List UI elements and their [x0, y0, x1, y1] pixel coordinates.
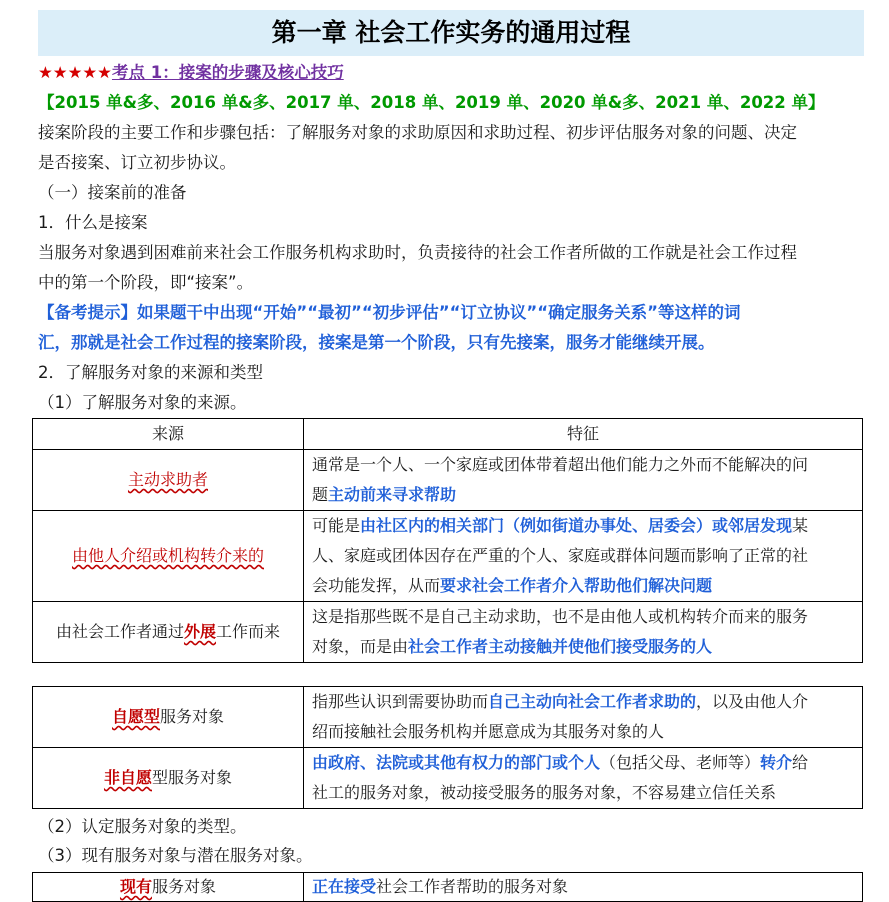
source-outreach — [33, 602, 304, 663]
sub-heading-1: （1）了解服务对象的来源。 — [38, 393, 247, 412]
definition-line-2: 中的第一个阶段，即“接案”。 — [38, 273, 254, 292]
feature-referral-line-1 — [312, 511, 854, 541]
desc-involuntary-line-2: 社工的服务对象，被动接受服务的服务对象，不容易建立信任关系 — [312, 783, 777, 802]
desc-current-suffix: 社会工作者帮助的服务对象 — [376, 877, 569, 896]
kaodian-label: 考点 1：接案的步骤及核心技巧 — [111, 63, 344, 82]
feature-self — [304, 450, 863, 511]
desc-voluntary-bold: 自己主动向社会工作者求助的 — [488, 692, 697, 711]
desc-current — [304, 873, 863, 902]
table-row — [33, 873, 863, 902]
sub-heading-3: （3）现有服务对象与潜在服务对象。 — [38, 846, 313, 865]
feature-referral-line-3 — [312, 571, 854, 601]
feature-referral-bold-2: 要求社会工作者介入帮助他们解决问题 — [440, 576, 713, 595]
type-involuntary — [33, 748, 304, 809]
type-current-bold: 现有 — [119, 877, 152, 896]
table-row — [33, 511, 863, 602]
source-referral — [33, 511, 304, 602]
desc-involuntary-suffix: 给 — [792, 753, 809, 772]
desc-current-bold: 正在接受 — [312, 877, 377, 896]
source-table — [32, 418, 863, 663]
tip-line-2: 汇，那就是社会工作过程的接案阶段，接案是第一个阶段，只有先接案，服务才能继续开展。 — [38, 333, 715, 352]
intro-line-1: 接案阶段的主要工作和步骤包括：了解服务对象的求助原因和求助过程、初步评估服务对象的问题、决定 — [38, 123, 797, 142]
feature-self-line-1: 通常是一个人、一个家庭或团体带着超出他们能力之外而不能解决的问 — [312, 455, 809, 474]
type-voluntary-suffix: 服务对象 — [160, 707, 225, 726]
desc-voluntary — [304, 687, 863, 748]
section-heading-1: （一）接案前的准备 — [38, 183, 187, 202]
definition-line-1: 当服务对象遇到困难前来社会工作服务机构求助时，负责接待的社会工作者所做的工作就是社会工作过程 — [38, 243, 797, 262]
client-type-table — [32, 686, 863, 809]
header-feature: 特征 — [304, 419, 863, 450]
feature-outreach — [304, 602, 863, 663]
source-self-label: 主动求助者 — [127, 470, 208, 489]
feature-outreach-line-2 — [312, 632, 854, 662]
section-heading-1-1: 1．什么是接案 — [38, 213, 148, 232]
current-client-table — [32, 872, 863, 902]
feature-referral-suffix: 某 — [792, 516, 809, 535]
table-row — [33, 602, 863, 663]
desc-voluntary-suffix: ，以及由他人介 — [696, 692, 809, 711]
type-voluntary-bold: 自愿型 — [111, 707, 160, 726]
desc-involuntary-bold: 由政府、法院或其他有权力的部门或个人 — [312, 753, 601, 772]
desc-voluntary-prefix: 指那些认识到需要协助而 — [312, 692, 489, 711]
feature-referral — [304, 511, 863, 602]
type-involuntary-suffix: 型服务对象 — [152, 768, 233, 787]
feature-outreach-prefix: 对象，而是由 — [312, 637, 409, 656]
exam-years: 【2015 单&多、2016 单&多、2017 单、2018 单、2019 单、2020 单&多、2021 单、2022 单】 — [38, 93, 825, 112]
table-row — [33, 450, 863, 511]
desc-involuntary-line-1 — [312, 748, 854, 778]
type-current-suffix: 服务对象 — [152, 877, 217, 896]
type-involuntary-bold: 非自愿 — [103, 768, 152, 787]
feature-outreach-line-1: 这是指那些既不是自己主动求助，也不是由他人或机构转介而来的服务 — [312, 607, 809, 626]
header-source: 来源 — [33, 419, 304, 450]
feature-self-prefix: 题 — [312, 485, 329, 504]
table-header-row — [33, 419, 863, 450]
sub-heading-2: （2）认定服务对象的类型。 — [38, 817, 247, 836]
tip-line-1: 【备考提示】如果题干中出现“开始”“最初”“初步评估”“订立协议”“确定服务关系”等这样的词 — [38, 303, 741, 322]
desc-voluntary-line-2: 绍而接触社会服务机构并愿意成为其服务对象的人 — [312, 722, 665, 741]
feature-outreach-bold: 社会工作者主动接触并使他们接受服务的人 — [408, 637, 713, 656]
chapter-title: 第一章 社会工作实务的通用过程 — [38, 10, 864, 56]
table-row — [33, 687, 863, 748]
type-voluntary — [33, 687, 304, 748]
table-row — [33, 748, 863, 809]
feature-referral-bold: 由社区内的相关部门（例如街道办事处、居委会）或邻居发现 — [360, 516, 793, 535]
kaodian-heading — [38, 62, 344, 84]
feature-referral-prefix-2: 会功能发挥，从而 — [312, 576, 441, 595]
star-rating: ★★★★★ — [38, 63, 112, 82]
feature-self-bold: 主动前来寻求帮助 — [328, 485, 457, 504]
source-outreach-bold: 外展 — [183, 622, 216, 641]
feature-referral-prefix: 可能是 — [312, 516, 361, 535]
desc-voluntary-line-1 — [312, 687, 854, 717]
feature-self-line-2 — [312, 480, 854, 510]
section-heading-1-2: 2．了解服务对象的来源和类型 — [38, 363, 263, 382]
intro-line-2: 是否接案、订立初步协议。 — [38, 153, 236, 172]
feature-referral-line-2: 人、家庭或团体因存在严重的个人、家庭或群体问题而影响了正常的社 — [312, 546, 809, 565]
type-current — [33, 873, 304, 902]
desc-involuntary-bold-2: 转介 — [760, 753, 793, 772]
desc-involuntary-mid: （包括父母、老师等） — [600, 753, 761, 772]
desc-involuntary — [304, 748, 863, 809]
source-outreach-prefix: 由社会工作者通过 — [55, 622, 184, 641]
source-outreach-suffix: 工作而来 — [216, 622, 281, 641]
source-referral-label: 由他人介绍或机构转介来的 — [71, 546, 264, 565]
source-self — [33, 450, 304, 511]
